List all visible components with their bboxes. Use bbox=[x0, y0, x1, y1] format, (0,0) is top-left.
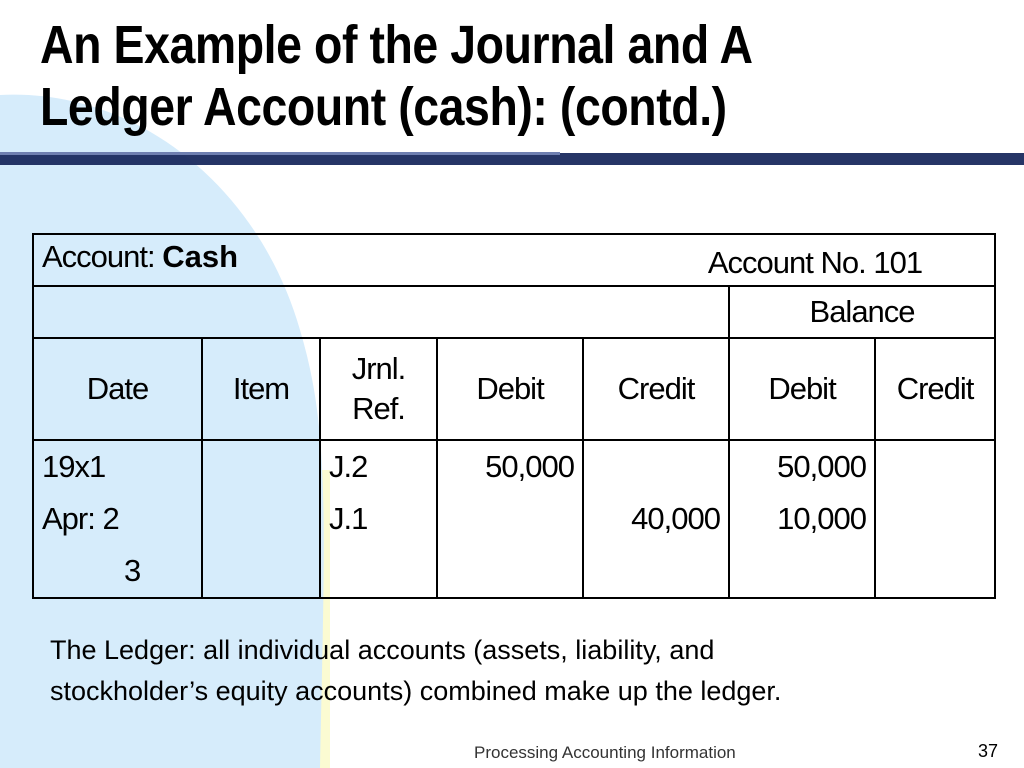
ledger-account-table bbox=[32, 233, 996, 599]
caption-line-1: The Ledger: all individual accounts (assets, liability, and bbox=[50, 635, 715, 665]
balance-header-row bbox=[33, 286, 995, 338]
debit-entry: 50,000 bbox=[485, 449, 574, 484]
header-date: Date bbox=[33, 338, 202, 440]
balance-debit-entry: 10,000 bbox=[777, 501, 866, 536]
entries-row bbox=[33, 440, 995, 598]
ref-cell bbox=[320, 440, 437, 598]
header-balance-credit: Credit bbox=[875, 338, 995, 440]
header-jrnl-ref bbox=[320, 338, 437, 440]
account-cell bbox=[33, 234, 995, 286]
caption-line-2: stockholder’s equity accounts) combined make up the ledger. bbox=[50, 676, 782, 706]
item-cell bbox=[202, 440, 320, 598]
account-header-row bbox=[33, 234, 995, 286]
account-label: Account: bbox=[42, 239, 155, 274]
header-balance-debit: Debit bbox=[729, 338, 875, 440]
balance-debit-entry: 50,000 bbox=[777, 449, 866, 484]
page-number: 37 bbox=[978, 741, 999, 761]
debit-cell bbox=[437, 440, 583, 598]
balance-header: Balance bbox=[729, 286, 995, 338]
header-credit: Credit bbox=[583, 338, 729, 440]
header-jrnl-ref-line2: Ref. bbox=[352, 391, 405, 426]
ref-entry: J.1 bbox=[329, 501, 368, 536]
title-line-1: An Example of the Journal and A bbox=[40, 15, 753, 75]
slide-title bbox=[40, 14, 866, 138]
title-line-2: Ledger Account (cash): (contd.) bbox=[40, 77, 727, 137]
date-cell bbox=[33, 440, 202, 598]
header-item: Item bbox=[202, 338, 320, 440]
account-number: Account No. 101 bbox=[707, 245, 923, 280]
date-month-day: Apr: 2 bbox=[42, 501, 119, 536]
account-name: Cash bbox=[162, 239, 239, 274]
credit-cell bbox=[583, 440, 729, 598]
empty-cell bbox=[33, 286, 729, 338]
balance-credit-cell bbox=[875, 440, 995, 598]
credit-spacer bbox=[584, 441, 720, 493]
ledger-caption bbox=[50, 630, 1000, 712]
date-day: 3 bbox=[124, 553, 141, 588]
credit-entry: 40,000 bbox=[631, 501, 720, 536]
ref-entry: J.2 bbox=[329, 449, 368, 484]
date-year: 19x1 bbox=[42, 449, 106, 484]
footer-title: Processing Accounting Information bbox=[474, 743, 736, 762]
balance-debit-cell bbox=[729, 440, 875, 598]
column-header-row bbox=[33, 338, 995, 440]
header-jrnl-ref-line1: Jrnl. bbox=[351, 351, 406, 386]
header-debit: Debit bbox=[437, 338, 583, 440]
